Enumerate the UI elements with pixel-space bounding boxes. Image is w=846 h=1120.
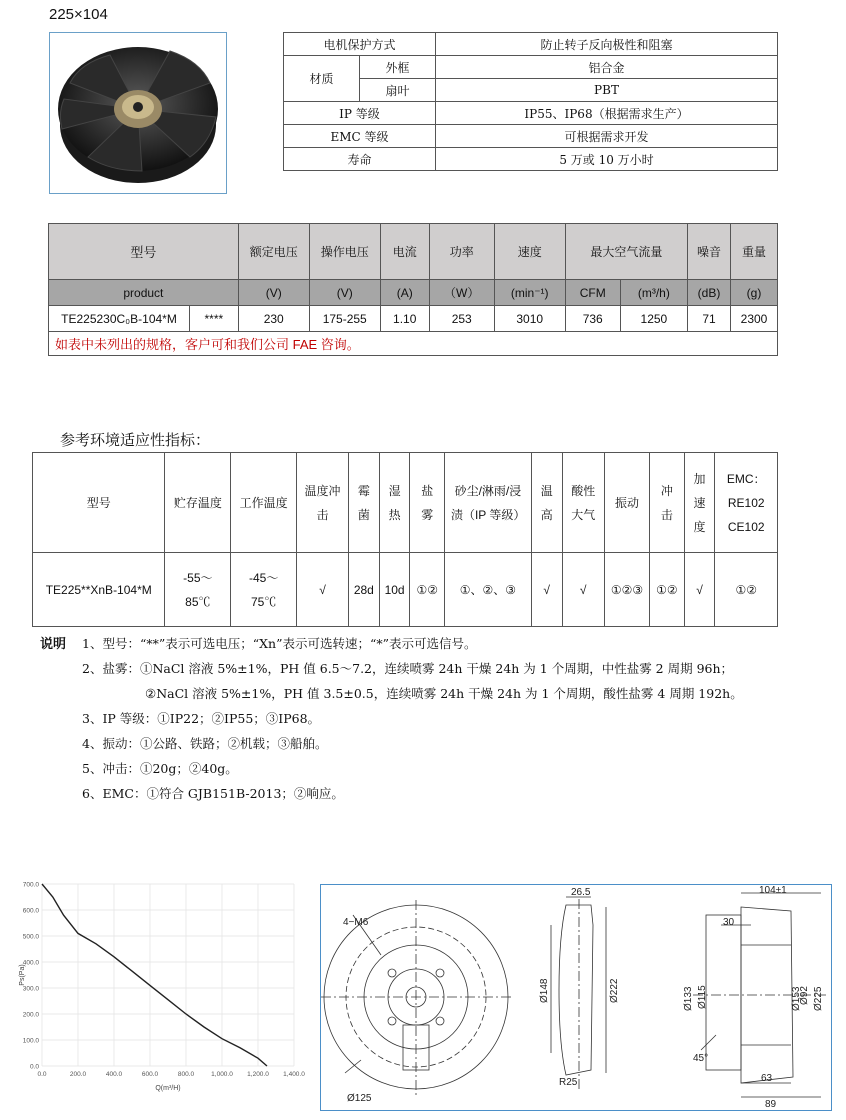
spec-label: IP 等级: [284, 102, 436, 125]
note-line: 3、IP 等级：①IP22；②IP55；③IP68。: [82, 711, 321, 726]
notes-label: 说明: [40, 636, 67, 651]
env-cell: 10d: [379, 553, 410, 627]
env-data-row: [33, 553, 778, 627]
spec-row: [284, 102, 778, 125]
col-power: 功率: [429, 224, 494, 280]
env-cell: √: [562, 553, 604, 627]
note-line: 6、EMC：①符合 GJB151B-2013；②响应。: [82, 786, 344, 801]
spec-value: 可根据需求开发: [436, 125, 778, 148]
product-data-row: [49, 306, 778, 332]
chart-ticks: [23, 882, 306, 1079]
unit-cell: (dB): [688, 280, 731, 306]
env-col-storage: 贮存温度: [165, 453, 231, 553]
x-tick-label: 1,200.0: [247, 1071, 269, 1078]
env-table: [32, 452, 778, 627]
env-col-accel: 加速度: [684, 453, 715, 553]
col-max-airflow: 最大空气流量: [565, 224, 687, 280]
env-col-working: 工作温度: [231, 453, 297, 553]
y-tick-label: 600.0: [22, 907, 39, 915]
spec-table: [283, 32, 778, 171]
pq-curve-line: [42, 884, 267, 1066]
dim-label: 104±1: [759, 885, 787, 896]
unit-cell: （W）: [429, 280, 494, 306]
x-tick-label: 1,400.0: [283, 1071, 305, 1078]
env-cell: √: [531, 553, 562, 627]
cell-suffix: ****: [190, 306, 239, 332]
y-tick-label: 100.0: [22, 1037, 39, 1045]
spec-label: 材质: [284, 56, 360, 102]
unit-cell: (V): [309, 280, 380, 306]
note-line: 1、型号：“**”表示可选电压；“Xn”表示可选转速；“*”表示可选信号。: [82, 636, 477, 651]
spec-row: [284, 56, 778, 79]
dim-label: Ø222: [609, 978, 620, 1003]
env-cell: √: [684, 553, 715, 627]
spec-row: [284, 125, 778, 148]
env-cell: ①②: [715, 553, 778, 627]
env-col-vibration: 振动: [604, 453, 649, 553]
y-tick-label: 700.0: [22, 881, 39, 889]
dim-label: Ø92: [799, 986, 810, 1005]
y-tick-label: 300.0: [22, 985, 39, 993]
x-tick-label: 600.0: [141, 1071, 159, 1078]
dim-label: Ø125: [347, 1093, 372, 1104]
chart-x-label: Q(m³/H): [155, 1085, 181, 1092]
dim-label: 89: [765, 1099, 777, 1110]
cell-speed: 3010: [494, 306, 565, 332]
spec-value: IP55、IP68（根据需求生产）: [436, 102, 778, 125]
product-table: [48, 223, 778, 356]
env-cell: √: [297, 553, 349, 627]
spec-value: 防止转子反向极性和阻塞: [436, 33, 778, 56]
dim-label: R25: [559, 1077, 578, 1088]
note-line: 5、冲击：①20g；②40g。: [82, 761, 238, 776]
x-tick-label: 400.0: [105, 1071, 123, 1078]
env-cell: ①②: [650, 553, 685, 627]
env-cell: TE225**XnB-104*M: [33, 553, 165, 627]
dim-label: Ø115: [697, 985, 708, 1009]
dim-label: Ø153: [791, 986, 802, 1011]
dim-label: 4−M6: [343, 917, 369, 928]
x-tick-label: 1,000.0: [211, 1071, 233, 1078]
spec-label: 电机保护方式: [284, 33, 436, 56]
col-speed: 速度: [494, 224, 565, 280]
dim-label: Ø133: [683, 986, 694, 1011]
cell-rated-voltage: 230: [238, 306, 309, 332]
env-col-acid: 酸性大气: [562, 453, 604, 553]
y-tick-label: 200.0: [22, 1011, 39, 1019]
env-col-impact: 冲击: [650, 453, 685, 553]
x-tick-label: 200.0: [69, 1071, 87, 1078]
cell-current: 1.10: [380, 306, 429, 332]
dim-label: Ø225: [813, 986, 824, 1011]
y-tick-label: 500.0: [22, 933, 39, 941]
spec-label: 寿命: [284, 148, 436, 171]
env-cell: ①②: [410, 553, 445, 627]
unit-cell: (min⁻¹): [494, 280, 565, 306]
spec-row: [284, 148, 778, 171]
spec-value: PBT: [436, 79, 778, 102]
cell-operating-voltage: 175-255: [309, 306, 380, 332]
dimension-drawing: [320, 884, 832, 1111]
spec-row: [284, 33, 778, 56]
env-cell: ①、②、③: [444, 553, 531, 627]
model-size-label: 225×104: [49, 6, 108, 23]
product-note-row: [49, 332, 778, 356]
env-cell: ①②③: [604, 553, 649, 627]
unit-cell: (A): [380, 280, 429, 306]
product-header-row: [49, 224, 778, 280]
env-col-salt: 盐雾: [410, 453, 445, 553]
env-header-row: [33, 453, 778, 553]
col-current: 电流: [380, 224, 429, 280]
env-col-mold: 霉菌: [348, 453, 379, 553]
env-cell: -55～85℃: [165, 553, 231, 627]
spec-value: 5 万或 10 万小时: [436, 148, 778, 171]
note-line: 4、振动：①公路、铁路；②机载；③船舶。: [82, 736, 328, 751]
y-tick-label: 0.0: [29, 1063, 39, 1071]
unit-cell: (m³/h): [620, 280, 687, 306]
note-line: ②NaCl 溶液 5%±1%，PH 值 3.5±0.5，连续喷雾 24h 干燥 24h 为 1 个周期，酸性盐雾 4 周期 192h。: [145, 686, 743, 701]
dim-label: 63: [761, 1073, 773, 1084]
note-line: 2、盐雾：①NaCl 溶液 5%±1%，PH 值 6.5～7.2，连续喷雾 24h 干燥 24h 为 1 个周期，中性盐雾 2 周期 96h；: [82, 661, 734, 676]
spec-sub-label: 外框: [360, 56, 436, 79]
cell-weight: 2300: [731, 306, 778, 332]
side-view: [551, 897, 606, 1090]
env-col-high-temp: 温高: [531, 453, 562, 553]
unit-cell: product: [49, 280, 239, 306]
dim-label: 45°: [693, 1053, 709, 1064]
env-col-emc: EMC：RE102 CE102: [715, 453, 778, 553]
env-cell: -45～75℃: [231, 553, 297, 627]
dim-label: Ø148: [539, 978, 550, 1003]
col-noise: 噪音: [688, 224, 731, 280]
y-tick-label: 400.0: [22, 959, 39, 967]
col-model: 型号: [49, 224, 239, 280]
cell-noise: 71: [688, 306, 731, 332]
col-rated-voltage: 额定电压: [238, 224, 309, 280]
spec-value: 铝合金: [436, 56, 778, 79]
chart-y-label: Ps(Pa): [19, 964, 26, 986]
col-operating-voltage: 操作电压: [309, 224, 380, 280]
env-col-ip: 砂尘/淋雨/浸渍（IP 等级）: [444, 453, 531, 553]
env-col-shock-temp: 温度冲击: [297, 453, 349, 553]
cell-cfm: 736: [565, 306, 620, 332]
x-tick-label: 0.0: [37, 1071, 47, 1078]
dim-label: 26.5: [571, 887, 591, 898]
env-section-title: 参考环境适应性指标：: [60, 432, 211, 449]
product-note: 如表中未列出的规格，客户可和我们公司 FAE 咨询。: [49, 332, 778, 356]
cell-model: TE225230C₀B-104*M: [49, 306, 190, 332]
env-col-damp: 湿热: [379, 453, 410, 553]
unit-cell: CFM: [565, 280, 620, 306]
product-unit-row: [49, 280, 778, 306]
fan-photo: [49, 32, 227, 194]
unit-cell: (V): [238, 280, 309, 306]
spec-label: EMC 等级: [284, 125, 436, 148]
cell-m3h: 1250: [620, 306, 687, 332]
env-col-model: 型号: [33, 453, 165, 553]
dim-label: 30: [723, 917, 735, 928]
chart-grid: [42, 884, 294, 1066]
env-cell: 28d: [348, 553, 379, 627]
spec-sub-label: 扇叶: [360, 79, 436, 102]
front-view: [321, 900, 511, 1095]
pq-curve-chart: [10, 870, 310, 1110]
x-tick-label: 800.0: [177, 1071, 195, 1078]
col-weight: 重量: [731, 224, 778, 280]
unit-cell: (g): [731, 280, 778, 306]
cell-power: 253: [429, 306, 494, 332]
